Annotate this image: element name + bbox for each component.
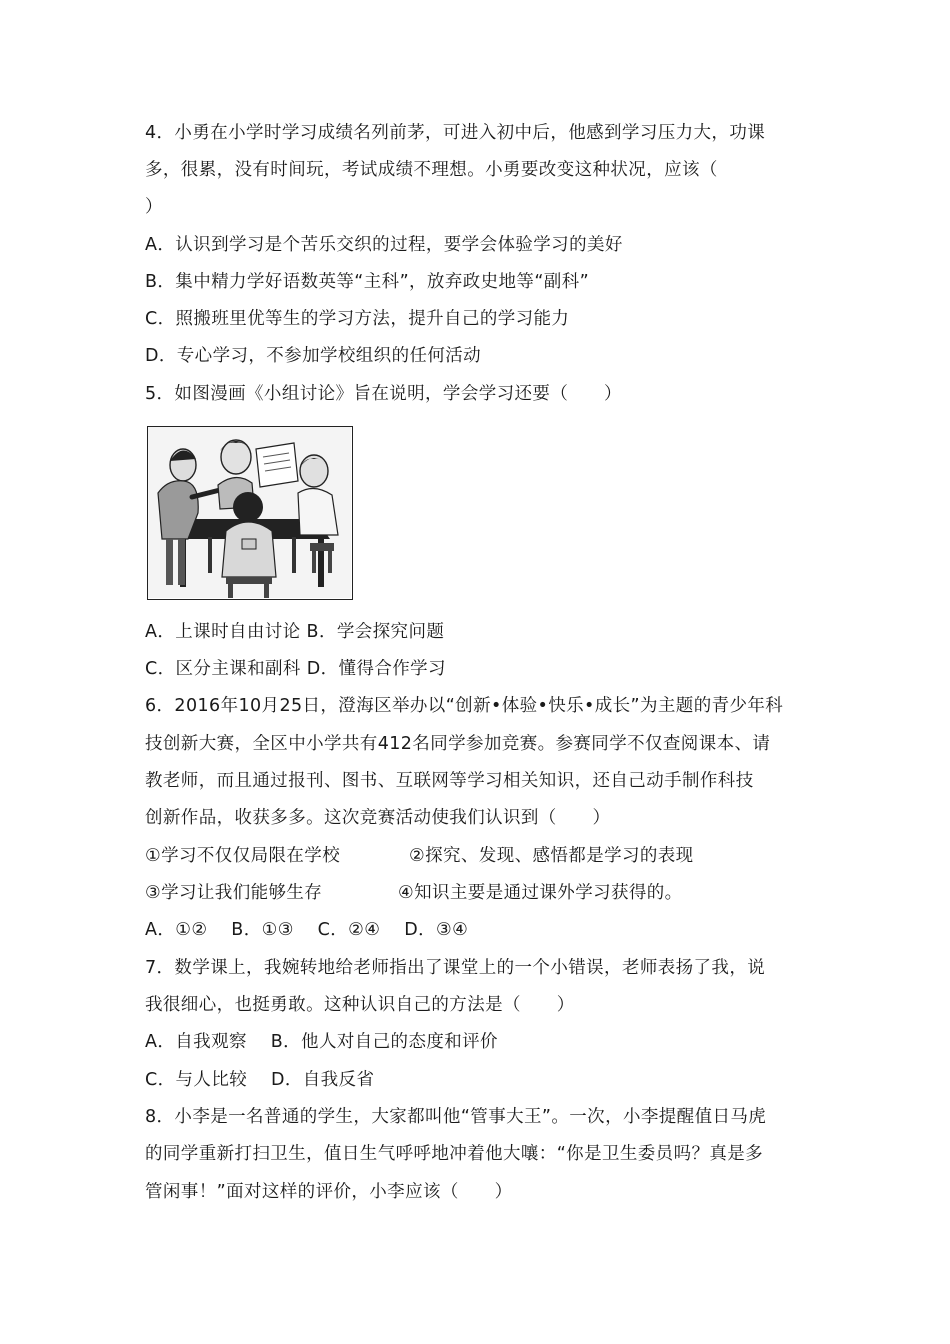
q6-stem-line-2: 技创新大赛，全区中小学共有412名同学参加竞赛。参赛同学不仅查阅课本、请 xyxy=(145,734,771,754)
q6-item-4: ④知识主要是通过课外学习获得的。 xyxy=(398,883,683,903)
q7-stem-line-1: 7．数学课上，我婉转地给老师指出了课堂上的一个小错误，老师表扬了我，说 xyxy=(145,958,766,978)
q8-stem-line-2: 的同学重新打扫卫生，值日生气呼呼地冲着他大嚷：“你是卫生委员吗？真是多 xyxy=(145,1144,764,1164)
q5-options-line-1: A．上课时自由讨论 B．学会探究问题 xyxy=(145,622,445,642)
group-discussion-cartoon xyxy=(147,426,353,600)
q7-stem-line-2: 我很细心，也挺勇敢。这种认识自己的方法是（ ） xyxy=(145,995,575,1015)
q4-option-d: D．专心学习，不参加学校组织的任何活动 xyxy=(145,346,482,366)
q6-stem-line-4: 创新作品，收获多多。这次竞赛活动使我们认识到（ ） xyxy=(145,808,611,828)
q4-stem-line-2: 多，很累，没有时间玩，考试成绩不理想。小勇要改变这种状况，应该（ xyxy=(145,160,718,180)
q4-stem-line-3: ） xyxy=(145,197,163,217)
q6-item-3: ③学习让我们能够生存 xyxy=(145,883,323,903)
q8-stem-line-3: 管闲事！”面对这样的评价，小李应该（ ） xyxy=(145,1182,513,1202)
q7-options-line-1: A．自我观察 B．他人对自己的态度和评价 xyxy=(145,1032,498,1052)
q4-option-c: C．照搬班里优等生的学习方法，提升自己的学习能力 xyxy=(145,309,570,329)
q6-item-2: ②探究、发现、感悟都是学习的表现 xyxy=(409,846,694,866)
q5-stem: 5．如图漫画《小组讨论》旨在说明，学会学习还要（ ） xyxy=(145,384,622,404)
q6-stem-line-3: 教老师，而且通过报刊、图书、互联网等学习相关知识，还自己动手制作科技 xyxy=(145,771,754,791)
q5-options-line-2: C．区分主课和副科 D．懂得合作学习 xyxy=(145,659,446,679)
q4-stem-line-1: 4．小勇在小学时学习成绩名列前茅，可进入初中后，他感到学习压力大，功课 xyxy=(145,123,766,143)
q6-stem-line-1: 6．2016年10月25日，澄海区举办以“创新•体验•快乐•成长”为主题的青少年科 xyxy=(145,696,784,716)
q6-options: A．①② B．①③ C．②④ D．③④ xyxy=(145,920,469,940)
q4-option-a: A．认识到学习是个苦乐交织的过程，要学会体验学习的美好 xyxy=(145,235,623,255)
q8-stem-line-1: 8．小李是一名普通的学生，大家都叫他“管事大王”。一次，小李提醒值日马虎 xyxy=(145,1107,767,1127)
q7-options-line-2: C．与人比较 D．自我反省 xyxy=(145,1070,375,1090)
q6-item-1: ①学习不仅仅局限在学校 xyxy=(145,846,341,866)
q4-option-b: B．集中精力学好语数英等“主科”，放弃政史地等“副科” xyxy=(145,272,590,292)
